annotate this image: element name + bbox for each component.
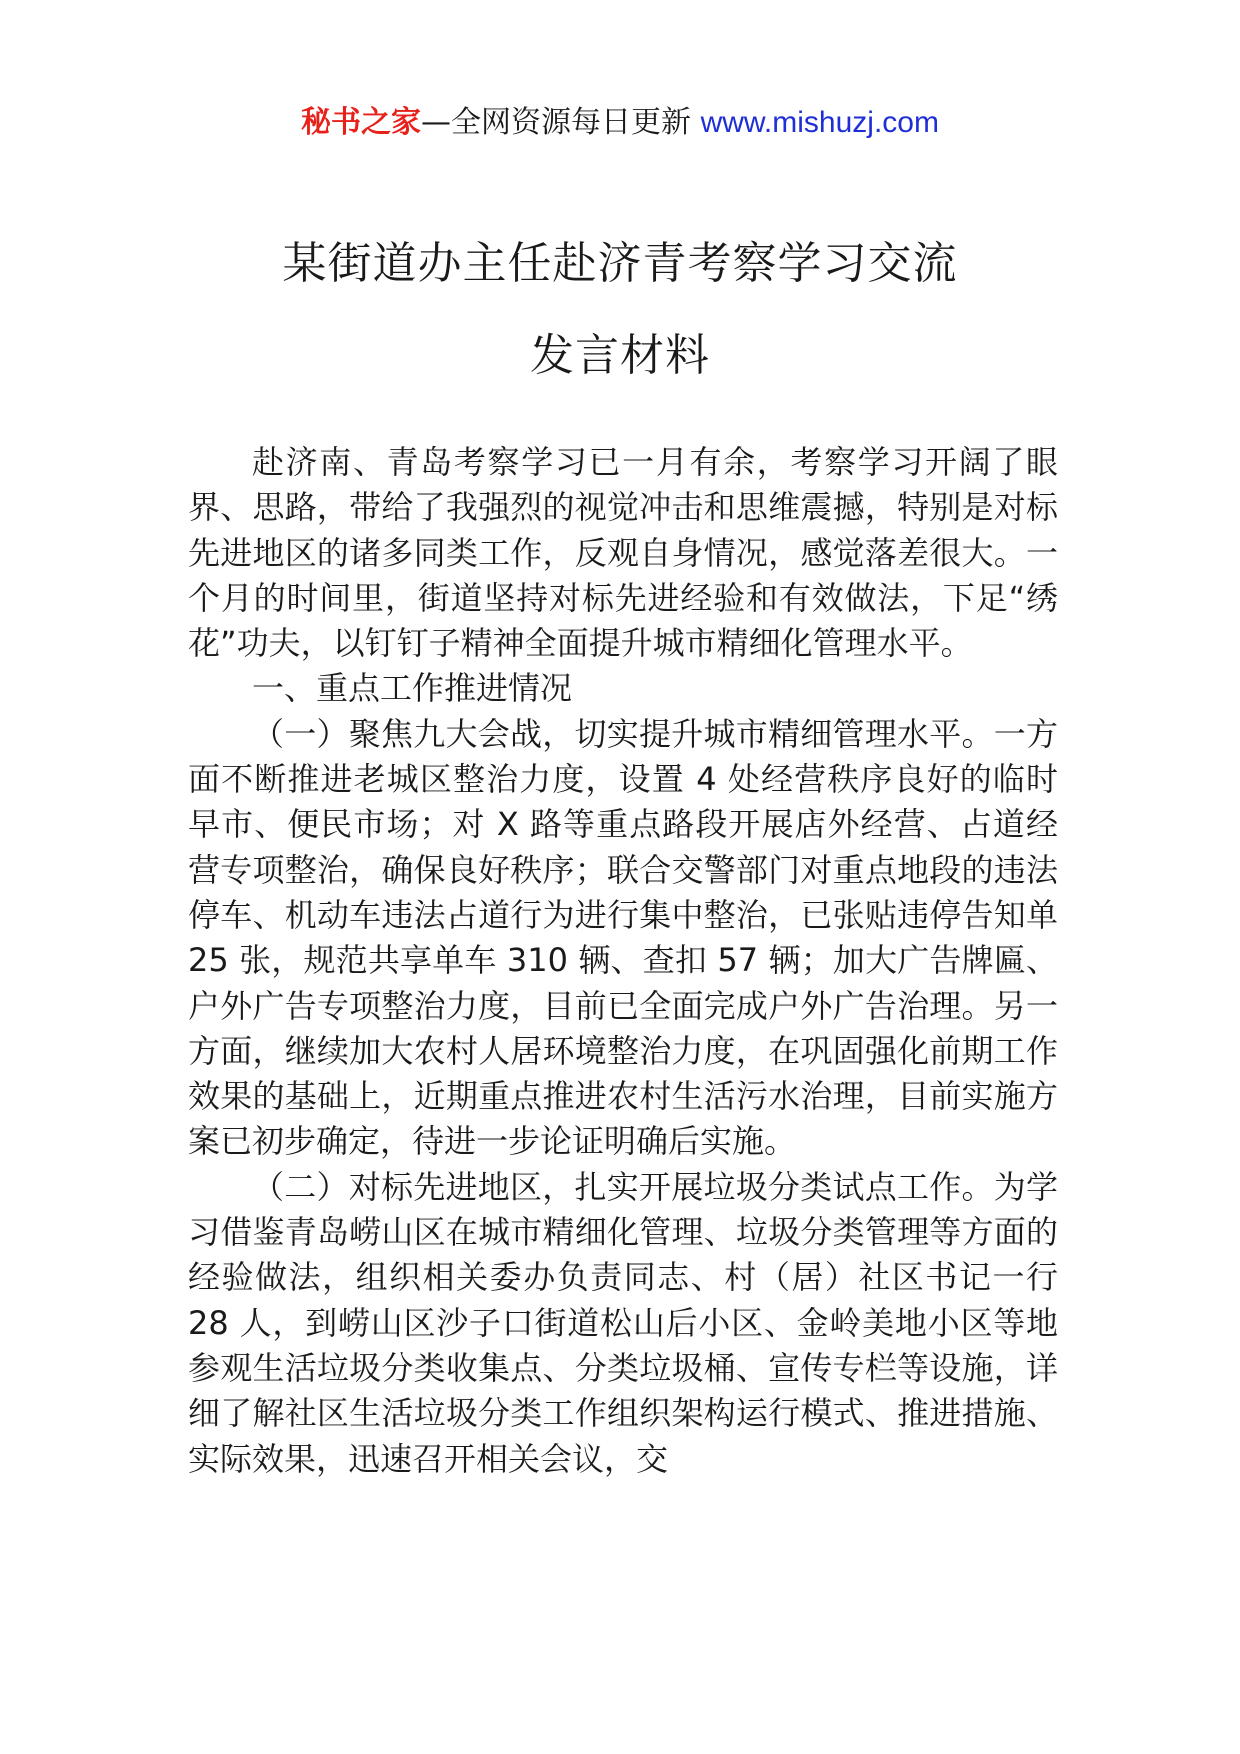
document-body [188, 440, 1058, 1482]
intro-paragraph: 赴济南、青岛考察学习已一月有余，考察学习开阔了眼界、思路，带给了我强烈的视觉冲击和思维震撼，特别是对标先进地区的诸多同类工作，反观自身情况，感觉落差很大。一个月的时间里，街道坚持对标先进经验和有效做法，下足“绣花”功夫，以钉钉子精神全面提升城市精细化管理水平。 [188, 443, 1058, 663]
site-header [0, 100, 1240, 146]
subsection-paragraph-1: （一）聚焦九大会战，切实提升城市精细管理水平。一方面不断推进老城区整治力度，设置 4 处经营秩序良好的临时早市、便民市场；对 X 路等重点路段开展店外经营、占道经营专项整治，确保良好秩序；联合交警部门对重点地段的违法停车、机动车违法占道行为进行集中整治，已张贴违停告知单 25 张，规范共享单车 310 辆、查扣 57 辆；加大广告牌匾、户外广告专项整治力度，目前已全面完成户外广告治理。另一方面，继续加大农村人居环境整治力度，在巩固强化前期工作效果的基础上，近期重点推进农村生活污水治理，目前实施方案已初步确定，待进一步论证明确后实施。 [188, 714, 1058, 1161]
site-tagline: —全网资源每日更新 [421, 105, 701, 140]
site-brand: 秘书之家 [301, 105, 422, 140]
section-heading: 一、重点工作推进情况 [252, 669, 573, 708]
document-title-line-2: 发言材料 [530, 330, 710, 381]
document-title-line-1: 某街道办主任赴济青考察学习交流 [282, 238, 958, 289]
site-url[interactable]: www.mishuzj.com [700, 106, 939, 139]
subsection-paragraph-2: （二）对标先进地区，扎实开展垃圾分类试点工作。为学习借鉴青岛崂山区在城市精细化管理、垃圾分类管理等方面的经验做法，组织相关委办负责同志、村（居）社区书记一行 28 人，到崂山区沙子口街道松山后小区、金岭美地小区等地参观生活垃圾分类收集点、分类垃圾桶、宣传专栏等设施，详细了解社区生活垃圾分类工作组织架构运行模式、推进措施、实际效果，迅速召开相关会议，交 [188, 1167, 1058, 1478]
